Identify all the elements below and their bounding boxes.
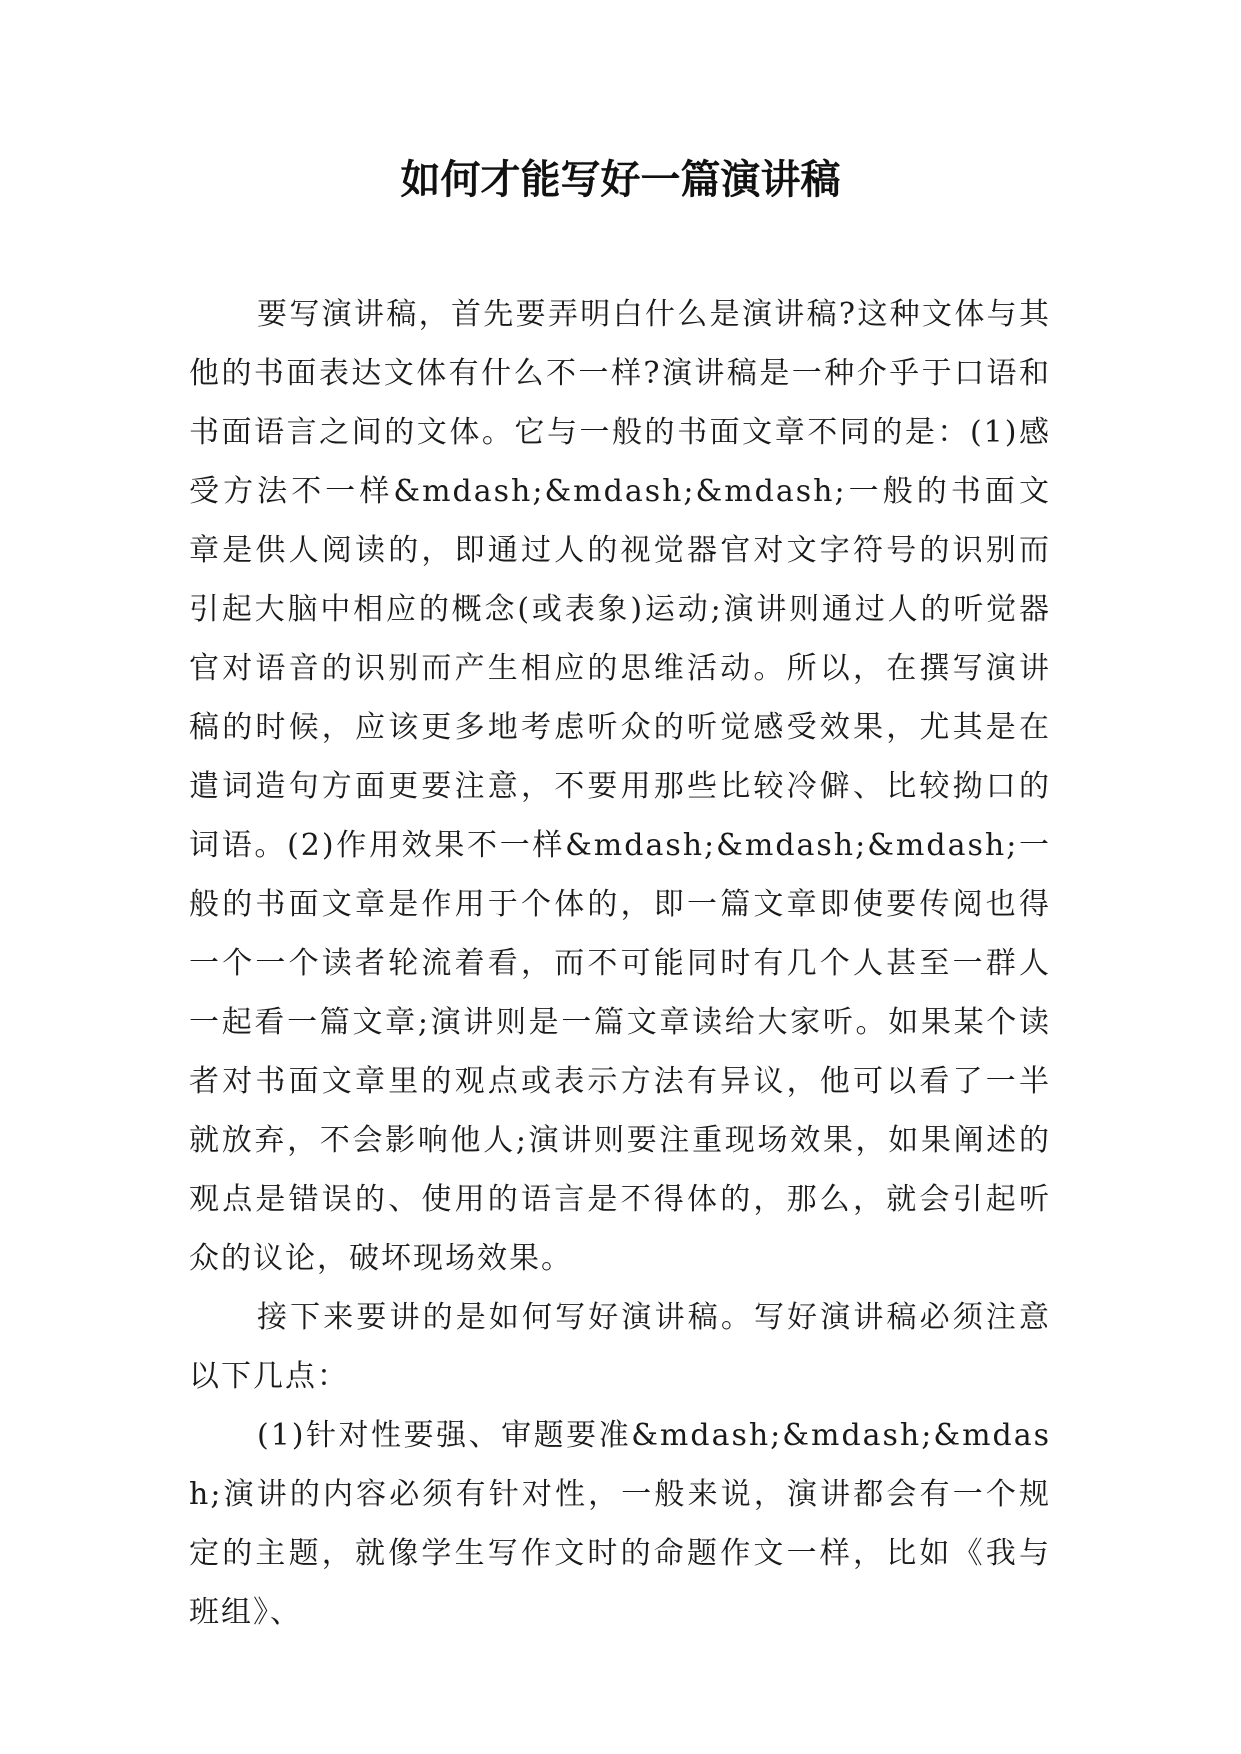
paragraph-2: 接下来要讲的是如何写好演讲稿。写好演讲稿必须注意以下几点： — [189, 1300, 1051, 1394]
paragraph-1: 要写演讲稿，首先要弄明白什么是演讲稿?这种文体与其他的书面表达文体有什么不一样?演讲稿是一种介乎于口语和书面语言之间的文体。它与一般的书面文章不同的是：(1)感受方法不一样&mdash;&mdash;&mdash;一般的书面文章是供人阅读的，即通过人的视觉器官对文字符号的识别而引起大脑中相应的概念(或表象)运动;演讲则通过人的听觉器官对语音的识别而产生相应的思维活动。所以，在撰写演讲稿的时候，应该更多地考虑听众的听觉感受效果，尤其是在遣词造句方面更要注意，不要用那些比较冷僻、比较拗口的词语。(2)作用效果不一样&mdash;&mdash;&mdash;一般的书面文章是作用于个体的，即一篇文章即使要传阅也得一个一个读者轮流着看，而不可能同时有几个人甚至一群人一起看一篇文章;演讲则是一篇文章读给大家听。如果某个读者对书面文章里的观点或表示方法有异议，他可以看了一半就放弃，不会影响他人;演讲则要注重现场效果，如果阐述的观点是错误的、使用的语言是不得体的，那么，就会引起听众的议论，破坏现场效果。 — [189, 297, 1051, 1276]
paragraph-3: (1)针对性要强、审题要准&mdash;&mdash;&mdash;演讲的内容必须有针对性，一般来说，演讲都会有一个规定的主题，就像学生写作文时的命题作文一样，比如《我与班组》、 — [189, 1418, 1051, 1630]
document-title: 如何才能写好一篇演讲稿 — [400, 156, 841, 203]
document-body — [189, 285, 1051, 1642]
